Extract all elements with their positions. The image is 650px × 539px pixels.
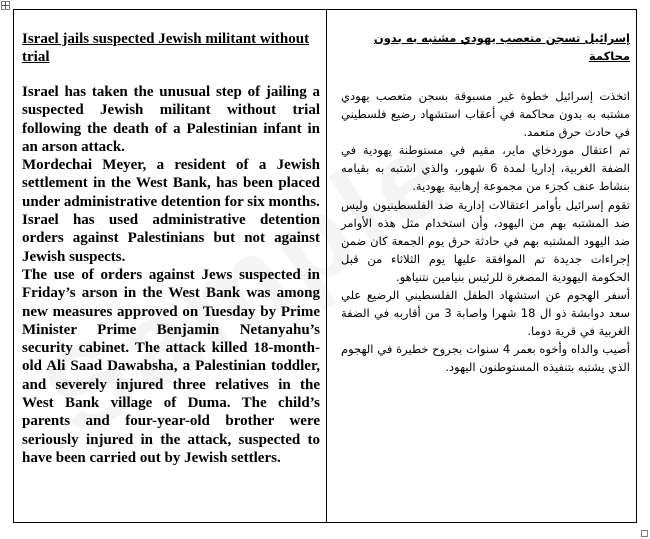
english-column[interactable] bbox=[14, 10, 327, 522]
english-paragraph: Israel has used administrative detention orders against Palestinians but not against Jewish suspects. bbox=[22, 212, 320, 265]
bilingual-table bbox=[13, 9, 637, 523]
arabic-body bbox=[341, 87, 630, 377]
arabic-column[interactable] bbox=[327, 10, 636, 522]
arabic-paragraph: تقوم إسرائيل بأوامر اعتقالات إدارية ضد الفلسطينيون وليس ضد المشتبه بهم من اليهود، وأن استخدام مثل هذه الأوامر ضد اليهود المشتبه بهم في حادثة حرق يوم الجمعة كان ضمن إجراءات جديدة تم الموافقة عليها يوم الثلاثاء من قبل الحكومة اليهودية المصغرة للرئيس بنيامين نتنياهو. bbox=[341, 197, 630, 284]
english-body bbox=[22, 83, 320, 467]
english-paragraph: Israel has taken the unusual step of jailing a suspected Jewish militant without trial following the death of a Palestinian infant in an arson attack. bbox=[22, 84, 320, 155]
english-paragraph: Mordechai Meyer, a resident of a Jewish settlement in the West Bank, has been placed under administrative detention for six months. bbox=[22, 157, 320, 210]
resize-handle-icon[interactable] bbox=[641, 530, 648, 537]
english-title: Israel jails suspected Jewish militant without trial bbox=[22, 31, 310, 65]
arabic-paragraph: أسفر الهجوم عن استشهاد الطفل الفلسطيني الرضيع علي سعد دوابشة ذو ال 18 شهرا واصابة 3 من أقاربه في الضفة الغربية في قرية دوما. bbox=[341, 288, 630, 339]
english-paragraph: The use of orders against Jews suspected in Friday’s arson in the West Bank was among new measures approved on Tuesday by Prime Minister Prime Benjamin Netanyahu’s security cabinet. The attack killed 18-month-old Ali Saad Dawabsha, a Palestinian toddler, and severely injured three relatives in the West Bank village of Duma. The child’s parents and four-year-old brother were seriously injured in the attack, suspected to have been carried out by Jewish settlers. bbox=[22, 266, 320, 466]
arabic-paragraph: تم اعتقال موردخاي ماير، مقيم في مستوطنة يهودية في الضفة الغربية، إداريا لمدة 6 شهور، والذي اشتبه به بقيامه بنشاط عنف كجزء من مجموعة إرهابية يهودية. bbox=[341, 143, 630, 194]
arabic-paragraph: اتخذت إسرائيل خطوة غير مسبوقة بسجن متعصب يهودي مشتبه به بدون محاكمة في أعقاب استشهاد رضيع فلسطيني في حادث حرق متعمد. bbox=[341, 89, 630, 140]
table-move-handle-icon[interactable] bbox=[1, 1, 10, 10]
arabic-paragraph: أصيب والداه وأخوه بعمر 4 سنوات بجروح خطيرة في الهجوم الذي يشتبه بتنفيذه المستوطنون اليهود. bbox=[341, 342, 631, 375]
arabic-title: إسرائيل تسجن متعصب يهودي مشتبه به بدون محاكمة bbox=[373, 31, 630, 63]
